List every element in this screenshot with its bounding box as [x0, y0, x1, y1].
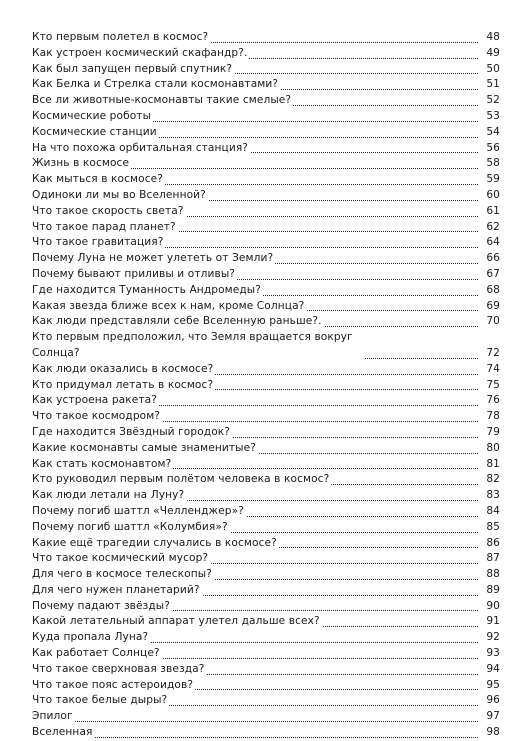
toc-entry	[32, 204, 500, 220]
toc-entry-title: Космические станции	[32, 125, 159, 141]
toc-entry	[32, 30, 500, 46]
toc-entry-title: Почему погиб шаттл «Челленджер»?	[32, 504, 246, 520]
dot-leader	[32, 721, 478, 722]
toc-entry-title: Кто придумал летать в космос?	[32, 378, 215, 394]
toc-entry	[32, 504, 500, 520]
toc-entry-page-number: 49	[478, 46, 500, 62]
toc-entry-title: Почему Луна не может улететь от Земли?	[32, 251, 275, 267]
toc-entry-page-number: 96	[478, 693, 500, 709]
toc-entry-page-number: 79	[478, 425, 500, 441]
toc-entry-page-number: 94	[478, 662, 500, 678]
toc-entry	[32, 662, 500, 678]
toc-entry-title: Что такое парад планет?	[32, 220, 178, 236]
toc-entry-title: Какой летательный аппарат улетел дальше всех?	[32, 614, 322, 630]
toc-entry-title: Куда пропала Луна?	[32, 630, 150, 646]
toc-entry	[32, 457, 500, 473]
toc-entry	[32, 156, 500, 172]
toc-entry-page-number: 83	[478, 488, 500, 504]
toc-entry-page-number: 75	[478, 378, 500, 394]
toc-entry-title: Что такое космический мусор?	[32, 551, 210, 567]
toc-entry-page-number: 81	[478, 457, 500, 473]
toc-entry	[32, 709, 500, 725]
toc-entry	[32, 141, 500, 157]
toc-entry	[32, 220, 500, 236]
toc-entry-title: Как работает Солнце?	[32, 646, 162, 662]
toc-entry	[32, 362, 500, 378]
toc-entry-page-number: 59	[478, 172, 500, 188]
toc-entry	[32, 678, 500, 694]
toc-entry-title: Космические роботы	[32, 109, 153, 125]
toc-entry-page-number: 92	[478, 630, 500, 646]
toc-entry	[32, 378, 500, 394]
toc-entry-page-number: 52	[478, 93, 500, 109]
toc-entry-page-number: 51	[478, 77, 500, 93]
toc-entry	[32, 125, 500, 141]
toc-entry	[32, 188, 500, 204]
toc-entry	[32, 314, 500, 330]
toc-entry	[32, 299, 500, 315]
toc-entry	[32, 93, 500, 109]
toc-entry-page-number: 50	[478, 62, 500, 78]
toc-entry-page-number: 88	[478, 567, 500, 583]
toc-entry	[32, 725, 500, 741]
toc-entry	[32, 409, 500, 425]
toc-entry-title: Какие космонавты самые знаменитые?	[32, 441, 258, 457]
toc-entry-page-number: 56	[478, 141, 500, 157]
toc-entry	[32, 614, 500, 630]
toc-entry-title: Все ли животные-космонавты такие смелые?	[32, 93, 293, 109]
toc-entry-page-number: 54	[478, 125, 500, 141]
toc-entry	[32, 630, 500, 646]
toc-entry-title: Как стать космонавтом?	[32, 457, 173, 473]
toc-entry-page-number: 87	[478, 551, 500, 567]
toc-entry-page-number: 84	[478, 504, 500, 520]
toc-entry-page-number: 98	[478, 725, 500, 741]
toc-entry	[32, 599, 500, 615]
toc-entry-page-number: 90	[478, 599, 500, 615]
toc-entry-title: На что похожа орбитальная станция?	[32, 141, 250, 157]
toc-entry-title: Как люди оказались в космосе?	[32, 362, 215, 378]
toc-entry-title: Как люди летали на Луну?	[32, 488, 186, 504]
toc-entry-title: Что такое белые дыры?	[32, 693, 169, 709]
toc-entry-page-number: 72	[478, 346, 500, 362]
toc-entry-title: Как устроен космический скафандр?.	[32, 46, 249, 62]
toc-entry-page-number: 91	[478, 614, 500, 630]
toc-entry-title: Что такое сверхновая звезда?	[32, 662, 206, 678]
toc-entry-title: Как был запущен первый спутник?	[32, 62, 234, 78]
toc-entry	[32, 536, 500, 552]
toc-entry-page-number: 68	[478, 283, 500, 299]
toc-entry	[32, 693, 500, 709]
toc-entry	[32, 583, 500, 599]
toc-entry-page-number: 74	[478, 362, 500, 378]
toc-entry	[32, 235, 500, 251]
toc-entry-page-number: 66	[478, 251, 500, 267]
toc-entry-page-number: 97	[478, 709, 500, 725]
toc-entry	[32, 172, 500, 188]
toc-entry	[32, 472, 500, 488]
toc-entry-title: Как Белка и Стрелка стали космонавтами?	[32, 77, 280, 93]
toc-entry-title: Почему погиб шаттл «Колумбия»?	[32, 520, 230, 536]
toc-entry-title: Кто первым предположил, что Земля вращается вокруг Солнца?	[32, 330, 364, 362]
toc-entry	[32, 283, 500, 299]
toc-entry-title: Как мыться в космосе?	[32, 172, 165, 188]
toc-entry-page-number: 76	[478, 393, 500, 409]
toc-entry-title: Кто руководил первым полётом человека в космос?	[32, 472, 331, 488]
toc-entry-page-number: 62	[478, 220, 500, 236]
toc-entry-title: Кто первым полетел в космос?	[32, 30, 210, 46]
toc-entry-page-number: 58	[478, 156, 500, 172]
toc-entry-title: Что такое пояс астероидов?	[32, 678, 195, 694]
toc-entry-title: Для чего в космосе телескопы?	[32, 567, 214, 583]
toc-entry-page-number: 67	[478, 267, 500, 283]
toc-entry	[32, 267, 500, 283]
toc-entry-page-number: 95	[478, 678, 500, 694]
toc-entry-page-number: 86	[478, 536, 500, 552]
toc-entry-title: Где находится Туманность Андромеды?	[32, 283, 263, 299]
toc-entry-page-number: 85	[478, 520, 500, 536]
toc-entry-title: Одиноки ли мы во Вселенной?	[32, 188, 208, 204]
toc-entry	[32, 251, 500, 267]
toc-entry-title: Что такое гравитация?	[32, 235, 165, 251]
toc-entry-page-number: 48	[478, 30, 500, 46]
toc-entry-page-number: 64	[478, 235, 500, 251]
toc-entry	[32, 62, 500, 78]
toc-entry-title: Что такое космодром?	[32, 409, 162, 425]
toc-entry-title: Жизнь в космосе	[32, 156, 131, 172]
toc-entry-title: Для чего нужен планетарий?	[32, 583, 202, 599]
toc-entry	[32, 425, 500, 441]
toc-entry-title: Где находится Звёздный городок?	[32, 425, 232, 441]
toc-entry-page-number: 78	[478, 409, 500, 425]
toc-entry	[32, 109, 500, 125]
toc-entry-title: Что такое скорость света?	[32, 204, 186, 220]
toc-entry-title: Вселенная	[32, 725, 95, 741]
toc-entry	[32, 77, 500, 93]
toc-entry-page-number: 80	[478, 441, 500, 457]
toc-entry-title: Какая звезда ближе всех к нам, кроме Солнца?	[32, 299, 306, 315]
toc-entry-page-number: 70	[478, 314, 500, 330]
toc-entry	[32, 520, 500, 536]
toc-entry-title: Какие ещё трагедии случались в космосе?	[32, 536, 279, 552]
toc-entry	[32, 646, 500, 662]
toc-entry-title: Почему падают звёзды?	[32, 599, 172, 615]
toc-entry-title: Как люди представляли себе Вселенную раньше?.	[32, 314, 324, 330]
toc-entry-page-number: 60	[478, 188, 500, 204]
toc-entry-title: Почему бывают приливы и отливы?	[32, 267, 237, 283]
toc-entry-page-number: 93	[478, 646, 500, 662]
toc-entry	[32, 551, 500, 567]
toc-entry-page-number: 53	[478, 109, 500, 125]
toc-entry-title: Эпилог	[32, 709, 75, 725]
toc-entry-page-number: 61	[478, 204, 500, 220]
toc-entry	[32, 441, 500, 457]
dot-leader	[32, 737, 478, 738]
toc-entry-page-number: 82	[478, 472, 500, 488]
toc-entry	[32, 330, 500, 362]
toc-entry	[32, 488, 500, 504]
toc-entry-page-number: 69	[478, 299, 500, 315]
toc-entry	[32, 393, 500, 409]
toc-entry-title: Как устроена ракета?	[32, 393, 159, 409]
toc-entry-page-number: 89	[478, 583, 500, 599]
table-of-contents	[32, 30, 500, 741]
toc-entry	[32, 567, 500, 583]
toc-entry	[32, 46, 500, 62]
